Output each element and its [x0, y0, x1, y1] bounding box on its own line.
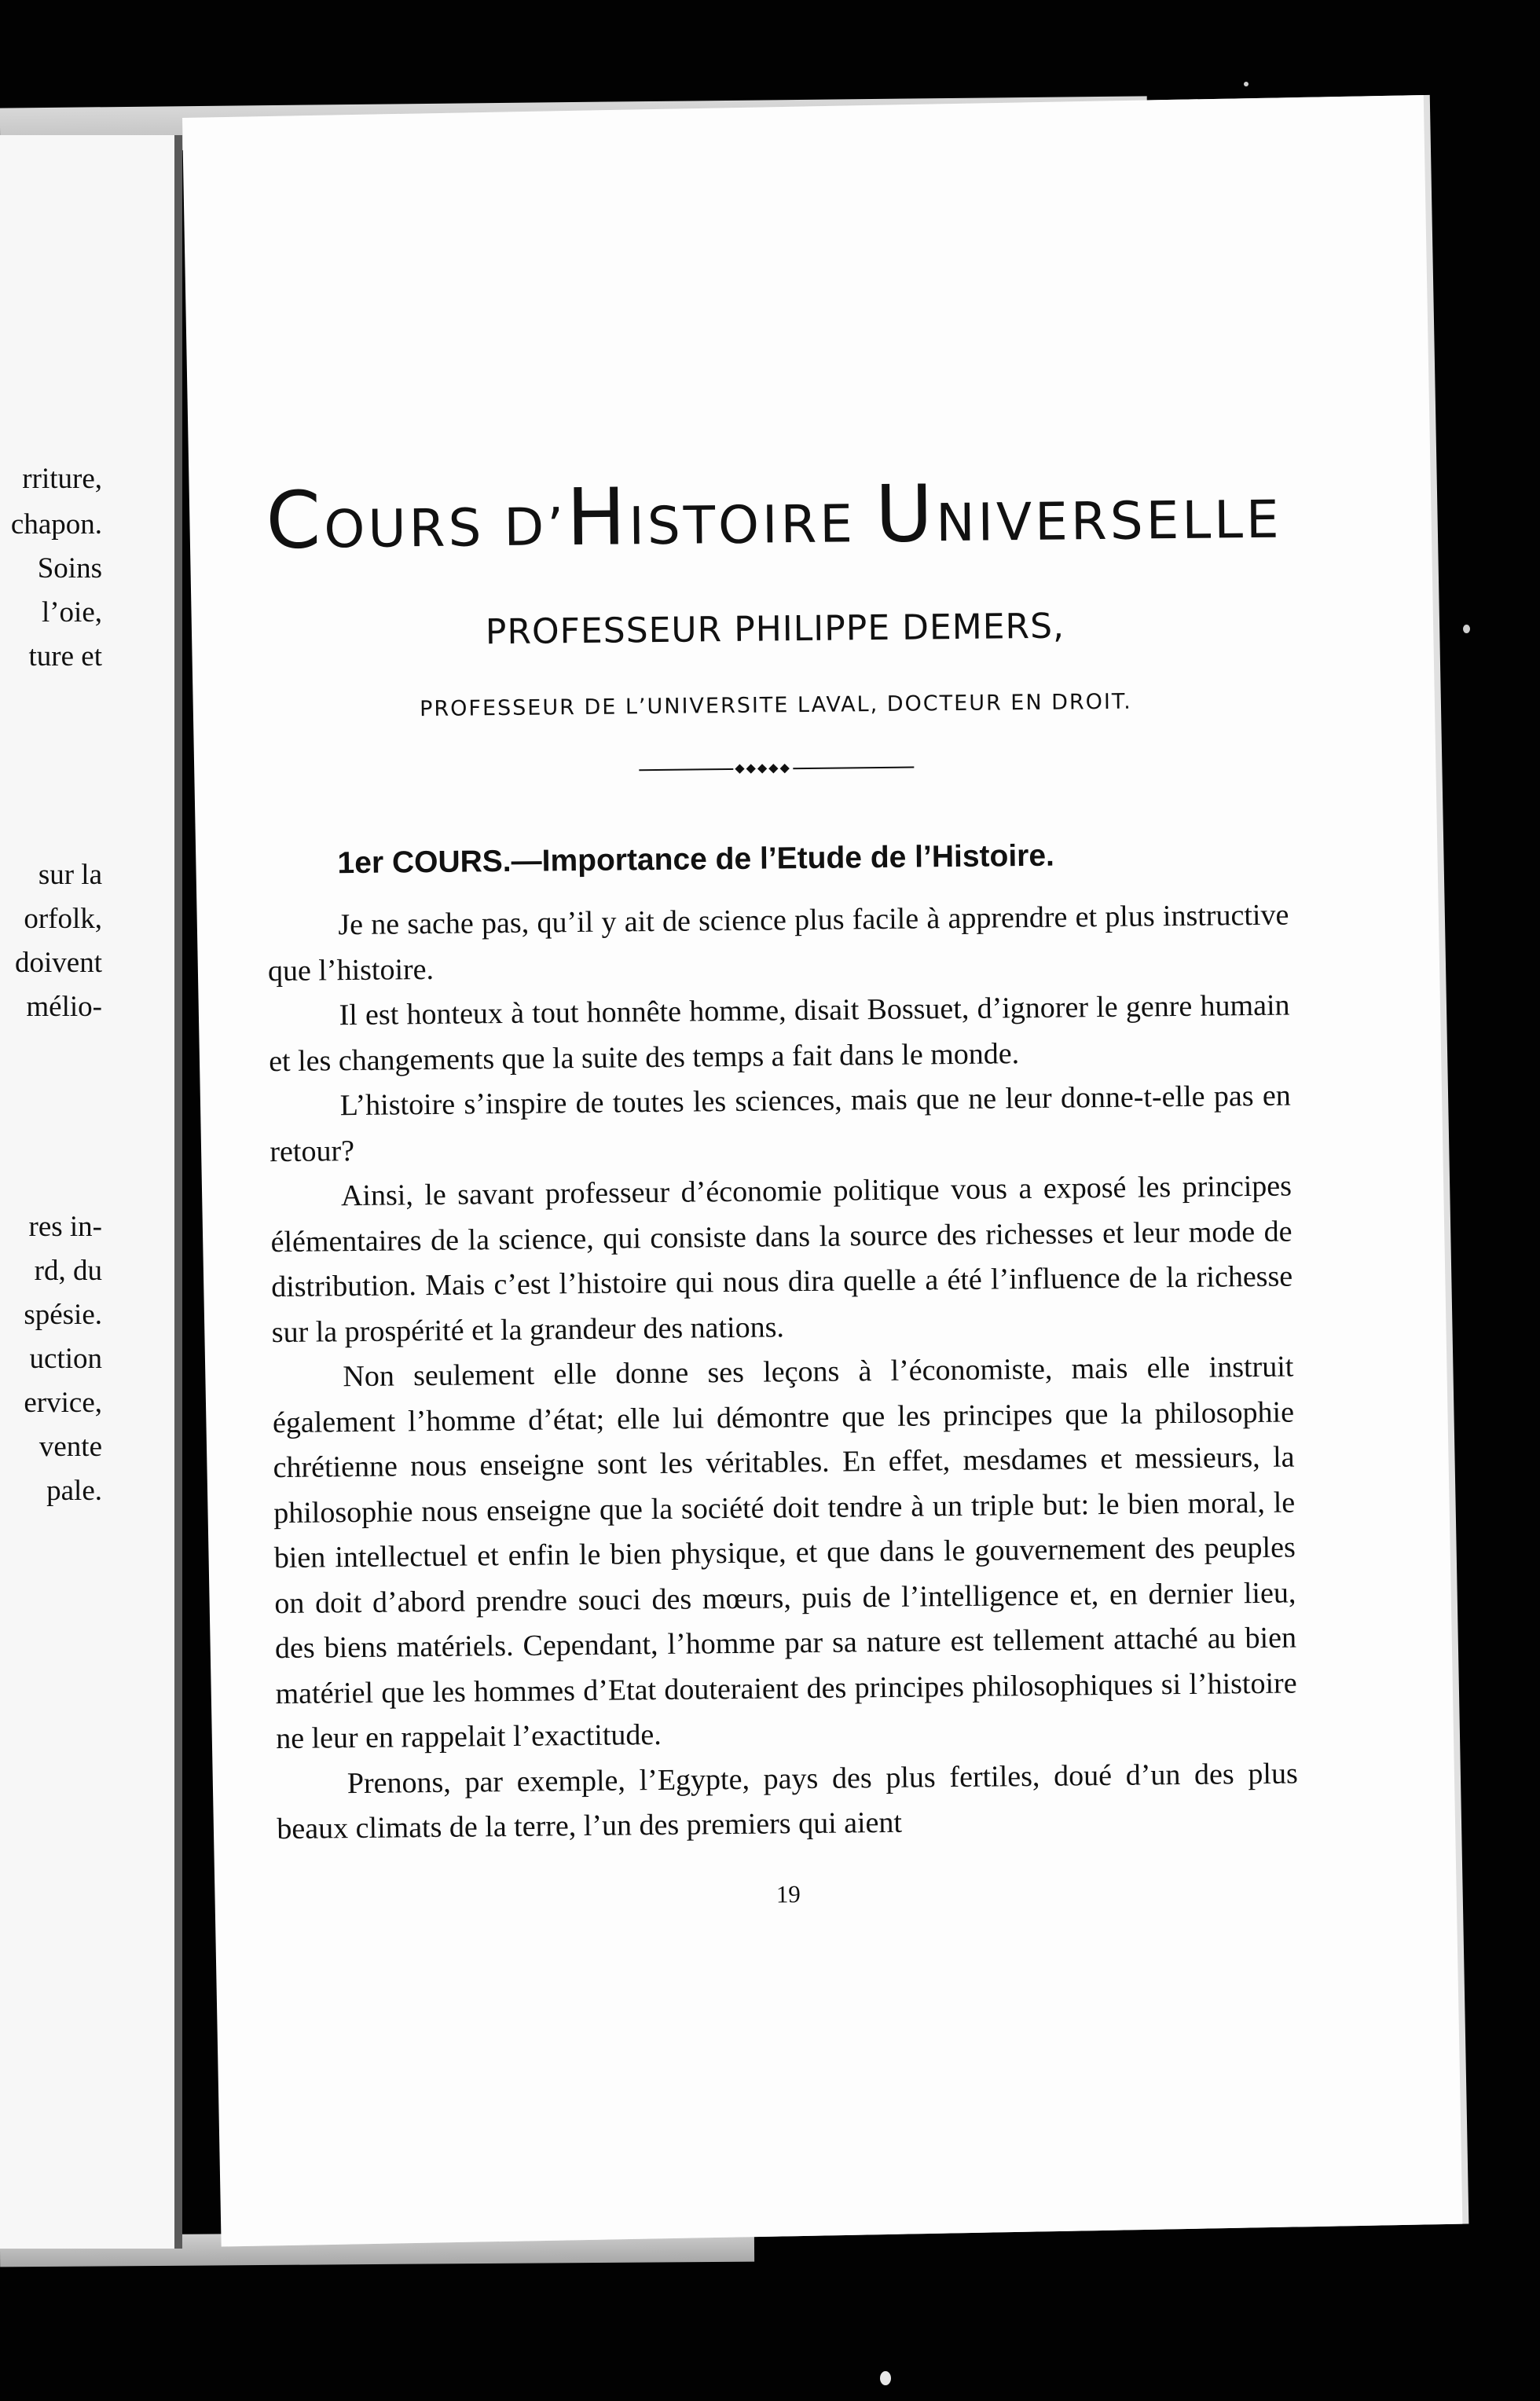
left-page-fragment: ervice,: [24, 1387, 102, 1419]
left-page-fragment: vente: [38, 1431, 102, 1463]
lesson-heading: 1er COURS.—Importance de l’Etude de l’Histoire.: [337, 838, 1055, 881]
left-page: [0, 135, 182, 2249]
paragraph: Je ne sache pas, qu’il y ait de science plus facile à apprendre et plus instructive que l’histoire.: [267, 898, 1289, 988]
left-page-fragment: res in-: [28, 1211, 102, 1243]
left-page-fragment: Soins: [37, 552, 102, 585]
paragraph: Ainsi, le savant professeur d’économie politique vous a exposé les principes élémentaires de la science, qui consiste dans la source des richesses et leur mode de distribution. Mais c’est l’histoire qui nous dira quelle a été l’influence de la richesse sur la prospérité et la grandeur des nations.: [270, 1169, 1293, 1349]
divider-dots-icon: ◆◆◆◆◆: [735, 761, 791, 775]
left-page-fragment: rriture,: [22, 463, 102, 495]
ornamental-divider: [639, 762, 914, 776]
left-page-fragment: l’oie,: [41, 596, 102, 629]
left-page-fragment: uction: [29, 1343, 102, 1375]
professor-affiliation: PROFESSEUR DE L’UNIVERSITE LAVAL, DOCTEUR EN DROIT.: [420, 689, 1132, 722]
title-part: ISTOIRE: [628, 493, 876, 557]
left-page-fragment: rd, du: [34, 1255, 102, 1287]
page-number: 19: [776, 1879, 801, 1908]
left-page-fragment: spésie.: [24, 1299, 102, 1331]
scan-speck: [1244, 82, 1248, 86]
left-page-fragment: chapon.: [10, 508, 102, 541]
page-title: [262, 467, 1285, 574]
left-page-fragment: mélio-: [26, 991, 102, 1023]
title-initial: C: [265, 474, 324, 567]
paragraph: Prenons, par exemple, l’Egypte, pays des plus fertiles, doué d’un des plus beaux climats de la terre, l’un des premiers qui aient: [277, 1756, 1298, 1846]
scan-speck: [880, 2371, 891, 2385]
left-page-fragment: sur la: [38, 859, 102, 891]
page-content: [262, 467, 1299, 1914]
left-page-fragment: orfolk,: [24, 903, 102, 935]
body-text: [267, 893, 1299, 1853]
left-page-fragment: doivent: [15, 947, 102, 979]
scan-speck: [1463, 625, 1470, 633]
left-page-fragment: pale.: [46, 1475, 102, 1507]
title-part: OURS: [323, 497, 504, 560]
professor-name: PROFESSEUR PHILIPPE DEMERS,: [485, 606, 1065, 653]
title-part: NIVERSELLE: [935, 489, 1282, 554]
title-initial: U: [874, 467, 937, 561]
right-page: [182, 95, 1462, 2246]
title-initial: H: [566, 471, 629, 564]
paragraph: Non seulement elle donne ses leçons à l’économiste, mais elle instruit également l’homme d’état; elle lui démontre que les principes que la philosophie chrétienne nous enseigne sont les véritables. En effet, mesdames et messieurs, la philosophie nous enseigne que la société doit tendre à un triple but: le bien moral, le bien intellectuel et enfin le bien physique, et que dans le gouvernement des peuples on doit d’abord prendre souci des mœurs, puis de l’intelligence et, en dernier lieu, des biens matériels. Cependant, l’homme par sa nature est tellement attaché au bien matériel que les hommes d’Etat douteraient des principes philosophiques si l’histoire ne leur en rappelait l’exactitude.: [272, 1350, 1297, 1756]
paragraph: Il est honteux à tout honnête homme, disait Bossuet, d’ignorer le genre humain et les changements que la suite des temps a fait dans le monde.: [268, 988, 1290, 1078]
title-part: D’: [503, 497, 567, 558]
left-page-fragment: ture et: [28, 640, 102, 673]
paragraph: L’histoire s’inspire de toutes les sciences, mais que ne leur donne-t-elle pas en retour?: [270, 1079, 1291, 1168]
